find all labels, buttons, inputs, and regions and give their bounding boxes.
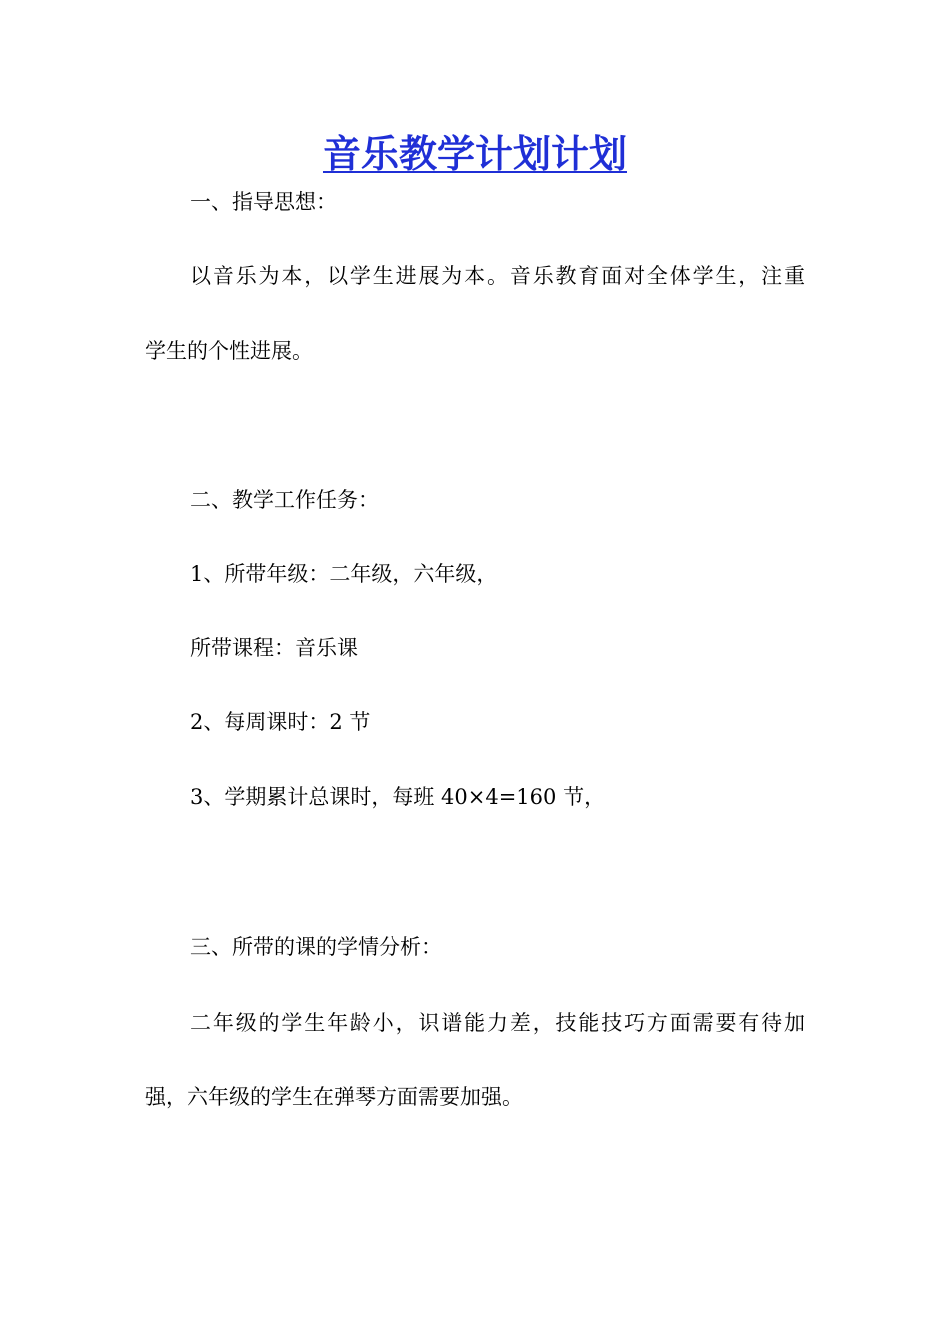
section-heading-student-analysis: 三、所带的课的学情分析：	[190, 935, 442, 959]
list-item-grades: 1、所带年级：二年级，六年级，	[190, 562, 498, 586]
paragraph-line: 强，六年级的学生在弹琴方面需要加强。	[145, 1085, 523, 1109]
list-item-total-hours: 3、学期累计总课时，每班 40×4=160 节，	[190, 785, 606, 809]
paragraph-line: 以音乐为本，以学生进展为本。音乐教育面对全体学生，注重	[190, 264, 805, 288]
section-heading-teaching-tasks: 二、教学工作任务：	[190, 488, 379, 512]
paragraph-line: 学生的个性进展。	[145, 339, 313, 363]
list-item-weekly-hours: 2、每周课时：2 节	[190, 710, 371, 734]
section-heading-guiding-ideology: 一、指导思想：	[190, 190, 337, 214]
list-item-courses: 所带课程：音乐课	[190, 636, 358, 660]
document-title: 音乐教学计划计划	[322, 131, 627, 176]
paragraph-line: 二年级的学生年龄小，识谱能力差，技能技巧方面需要有待加	[190, 1011, 805, 1035]
